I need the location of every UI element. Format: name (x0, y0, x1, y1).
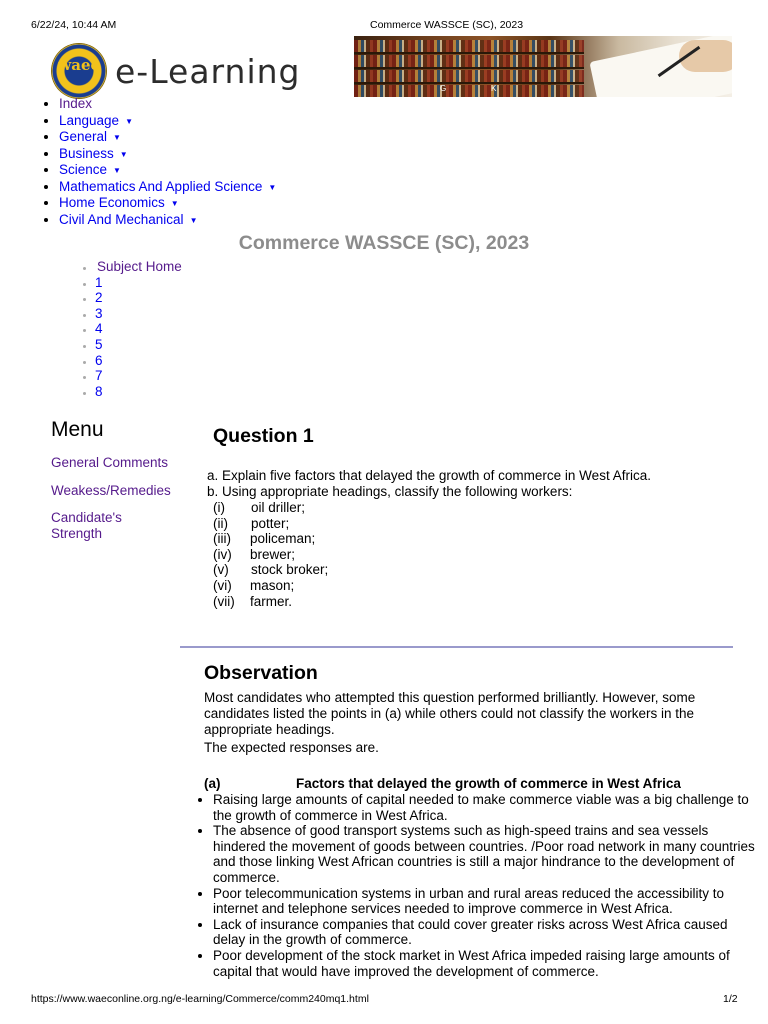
nav-link-civil-mechanical[interactable]: Civil And Mechanical (59, 211, 184, 227)
nav-item-home-economics[interactable] (59, 195, 276, 212)
waec-seal-logo[interactable] (52, 44, 106, 98)
menu-link-candidates-strength[interactable]: Candidate's Strength (51, 510, 122, 541)
page-link-1[interactable]: 1 (95, 274, 103, 290)
page-link-6[interactable]: 6 (95, 352, 103, 368)
expected-responses-text: The expected responses are. (204, 740, 379, 755)
nav-item-civil-mechanical[interactable] (59, 212, 276, 229)
nav-link-home-economics[interactable]: Home Economics (59, 195, 165, 210)
part-a-heading-row (204, 776, 681, 792)
worker-item: (vii) farmer. (213, 593, 293, 609)
factor-item: • The absence of good transport systems such as high-speed trains and sea vessels hindered the movement of goods between countries. /Poor road network in many countries and those linking West African countries is still a major hindrance to the development of commerce. (213, 823, 758, 885)
question-part-a: a. Explain five factors that delayed the growth of commerce in West Africa. (207, 468, 651, 483)
dropdown-caret-icon[interactable]: ▼ (189, 215, 198, 225)
observation-paragraph: Most candidates who attempted this question performed brilliantly. However, some candidates listed the points in (a) while others could not classify the workers in the appropriate headings. (204, 690, 696, 737)
banner-letter-k: K (491, 84, 497, 93)
page-link-5[interactable]: 5 (95, 336, 103, 352)
print-page-number: 1/2 (723, 993, 738, 1005)
worker-item: (i) oil driller; (213, 500, 306, 515)
question-pages-list (78, 259, 182, 399)
library-banner-image (354, 36, 732, 97)
worker-item: (ii) potter; (213, 515, 290, 531)
worker-item: (iii) policeman; (213, 531, 316, 547)
page-link-3[interactable]: 3 (95, 305, 103, 321)
page-link-4[interactable]: 4 (95, 321, 103, 337)
print-datetime: 6/22/24, 10:44 AM (31, 19, 117, 31)
menu-link-general-comments[interactable]: General Comments (51, 455, 169, 470)
seal-text: waec (58, 56, 100, 74)
nav-item-mathematics[interactable] (59, 179, 276, 196)
dropdown-caret-icon[interactable]: ▼ (125, 116, 133, 126)
factor-item: • Raising large amounts of capital needed to make commerce viable was a big challenge to the growth of commerce in West Africa. (213, 792, 758, 823)
page-title: Commerce WASSCE (SC), 2023 (238, 232, 530, 254)
dropdown-caret-icon[interactable]: ▼ (268, 182, 277, 192)
e-learning-wordmark[interactable]: e-Learning (115, 52, 301, 91)
dropdown-caret-icon[interactable]: ▼ (113, 133, 121, 142)
print-doc-title: Commerce WASSCE (SC), 2023 (370, 19, 524, 31)
dropdown-caret-icon[interactable]: ▼ (170, 199, 179, 208)
page-link-8[interactable]: 8 (95, 383, 103, 399)
observation-heading: Observation (204, 662, 318, 684)
nav-link-science[interactable]: Science (59, 162, 108, 177)
nav-link-general[interactable]: General (59, 129, 108, 144)
banner-letter-g: G (440, 84, 447, 93)
nav-link-business[interactable]: Business (59, 145, 114, 161)
subject-home-link[interactable]: Subject Home (97, 259, 182, 274)
workers-list (213, 500, 328, 609)
factor-item: • Poor telecommunication systems in urban and rural areas reduced the accessibility to internet and telephone services needed to improve commerce in West Africa. (213, 886, 758, 917)
page-link-2[interactable]: 2 (95, 290, 103, 306)
worker-item: (vi) mason; (213, 577, 295, 593)
nav-item-general[interactable] (59, 129, 276, 146)
worker-item: (v) stock broker; (213, 562, 329, 578)
menu-heading: Menu (51, 418, 104, 441)
page-link-7[interactable]: 7 (95, 368, 103, 384)
nav-link-mathematics[interactable]: Mathematics And Applied Science (59, 178, 263, 194)
print-url: https://www.waeconline.org.ng/e-learning/Commerce/comm240mq1.html (31, 993, 369, 1005)
nav-link-index[interactable]: Index (59, 96, 93, 111)
question-text (207, 468, 707, 500)
dropdown-caret-icon[interactable]: ▼ (113, 166, 121, 175)
dropdown-caret-icon[interactable]: ▼ (119, 149, 128, 159)
worker-item: (iv) brewer; (213, 546, 296, 562)
factor-item: • Poor development of the stock market in West Africa impeded raising large amounts of capital that would have improved the development of commerce. (213, 948, 758, 979)
menu-link-weakness-remedies[interactable]: Weakess/Remedies (51, 483, 171, 498)
nav-item-index[interactable] (59, 96, 276, 113)
section-divider (180, 646, 733, 648)
question-heading: Question 1 (213, 425, 314, 447)
nav-link-language[interactable]: Language (59, 112, 120, 128)
factor-item: • Lack of insurance companies that could cover greater risks across West Africa caused delay in the growth of commerce. (213, 917, 758, 948)
factors-list (196, 792, 758, 979)
question-part-b: b. Using appropriate headings, classify the following workers: (207, 484, 573, 499)
part-a-label: (a) (204, 776, 221, 791)
nav-item-business[interactable] (59, 146, 276, 163)
nav-item-science[interactable] (59, 162, 276, 179)
main-nav (38, 96, 276, 228)
nav-item-language[interactable] (59, 113, 276, 130)
part-a-heading: Factors that delayed the growth of commerce in West Africa (296, 776, 681, 791)
